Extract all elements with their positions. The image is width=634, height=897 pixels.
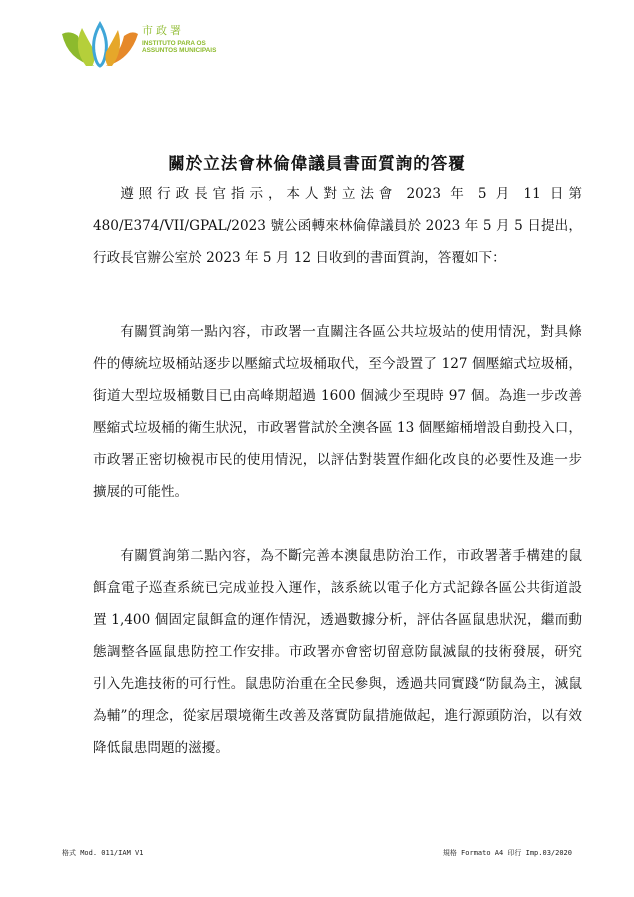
iam-emblem-icon (60, 20, 140, 70)
footer-print-spec: 規格 Formato A4 印行 Imp.03/2020 (442, 849, 572, 857)
paragraph-point-two: 有關質詢第二點內容，為不斷完善本澳鼠患防治工作，市政署著手構建的鼠餌盒電子巡查系統已完成並投入運作，該系統以電子化方式記錄各區公共街道設置 1,400 個固定鼠餌盒的運作情況，透過數據分析，評估各區鼠患狀況，繼而動態調整各區鼠患防控工作安排。市政署亦會密切留意防鼠滅鼠的技術發展，研究引入先進技術的可行性。鼠患防治重在全民參與，透過共同實踐“防鼠為主，滅鼠為輔”的理念，從家居環境衛生改善及落實防鼠措施做起，進行源頭防治，以有效降低鼠患問題的滋擾。 (93, 548, 582, 756)
paragraph-point-one: 有關質詢第一點內容，市政署一直關注各區公共垃圾站的使用情況，對具條件的傳統垃圾桶站逐步以壓縮式垃圾桶取代，至今設置了 127 個壓縮式垃圾桶，街道大型垃圾桶數目已由高峰期超過 1600 個減少至現時 97 個。為進一步改善壓縮式垃圾桶的衛生狀況，市政署嘗試於全澳各區 13 個壓縮桶增設自動投入口，市政署正密切檢視市民的使用情況，以評估對裝置作細化改良的必要性及進一步擴展的可能性。 (93, 324, 582, 500)
footer-form-code: 格式 Mod. 011/IAM V1 (62, 849, 144, 857)
logo-name-portuguese-line2: ASSUNTOS MUNICIPAIS (142, 47, 217, 54)
logo-name-portuguese-line1: INSTITUTO PARA OS (142, 40, 206, 47)
paragraph-intro: 遵照行政長官指示，本人對立法會 2023 年 5 月 11 日第 480/E374/VII/GPAL/2023 號公函轉來林倫偉議員於 2023 年 5 月 5 日提出，行政長官辦公室於 2023 年 5 月 12 日收到的書面質詢，答覆如下： (93, 186, 582, 266)
document-title: 關於立法會林倫偉議員書面質詢的答覆 (168, 154, 466, 173)
logo-name-chinese: 市政署 (142, 25, 184, 37)
iam-logo (60, 20, 230, 70)
